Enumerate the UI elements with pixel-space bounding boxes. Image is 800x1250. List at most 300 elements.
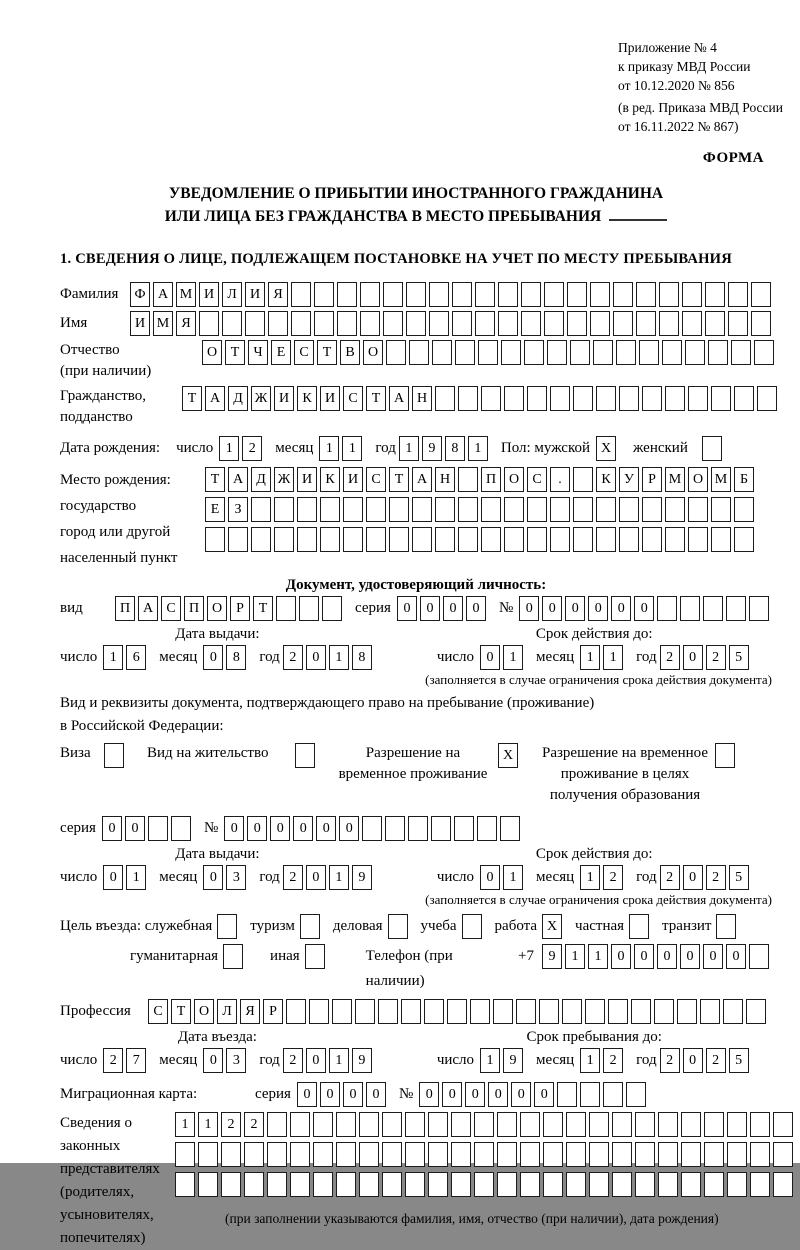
char-cell[interactable] [424, 999, 444, 1024]
char-cell[interactable] [291, 311, 311, 336]
char-cell[interactable] [389, 527, 409, 552]
char-cell[interactable] [562, 999, 582, 1024]
char-cell[interactable] [355, 999, 375, 1024]
char-cell[interactable] [498, 282, 518, 307]
char-cell[interactable]: 2 [660, 865, 680, 890]
char-cell[interactable] [412, 497, 432, 522]
char-cell[interactable]: В [340, 340, 360, 365]
char-cell[interactable] [612, 1112, 632, 1137]
char-cell[interactable] [608, 999, 628, 1024]
char-cell[interactable] [405, 1142, 425, 1167]
char-cell[interactable] [681, 1172, 701, 1197]
residence-expiry-day[interactable] [480, 865, 526, 890]
char-cell[interactable] [543, 1142, 563, 1167]
char-cell[interactable] [658, 1172, 678, 1197]
char-cell[interactable] [481, 386, 501, 411]
char-cell[interactable] [297, 527, 317, 552]
sex-male-checkbox[interactable] [596, 436, 619, 461]
char-cell[interactable]: 0 [683, 1048, 703, 1073]
char-cell[interactable] [477, 816, 497, 841]
char-cell[interactable]: О [363, 340, 383, 365]
residence-issue-year[interactable] [283, 865, 375, 890]
id-expiry-day[interactable] [480, 645, 526, 670]
char-cell[interactable] [590, 282, 610, 307]
char-cell[interactable] [659, 311, 679, 336]
char-cell[interactable]: С [343, 386, 363, 411]
char-cell[interactable] [751, 311, 771, 336]
char-cell[interactable] [567, 311, 587, 336]
char-cell[interactable] [300, 914, 320, 939]
char-cell[interactable] [382, 1112, 402, 1137]
char-cell[interactable] [520, 1112, 540, 1137]
char-cell[interactable] [362, 816, 382, 841]
char-cell[interactable] [222, 311, 242, 336]
char-cell[interactable] [309, 999, 329, 1024]
char-cell[interactable]: 2 [283, 645, 303, 670]
char-cell[interactable]: Р [230, 596, 250, 621]
char-cell[interactable] [516, 999, 536, 1024]
char-cell[interactable] [409, 340, 429, 365]
char-cell[interactable] [320, 527, 340, 552]
char-cell[interactable] [527, 527, 547, 552]
char-cell[interactable] [547, 340, 567, 365]
char-cell[interactable] [658, 1142, 678, 1167]
char-cell[interactable] [428, 1112, 448, 1137]
char-cell[interactable] [251, 527, 271, 552]
char-cell[interactable]: 2 [706, 865, 726, 890]
char-cell[interactable] [723, 999, 743, 1024]
char-cell[interactable] [313, 1172, 333, 1197]
char-cell[interactable]: 7 [126, 1048, 146, 1073]
char-cell[interactable] [462, 914, 482, 939]
char-cell[interactable] [751, 282, 771, 307]
representatives-row2[interactable] [175, 1142, 796, 1167]
char-cell[interactable]: 6 [126, 645, 146, 670]
char-cell[interactable]: А [389, 386, 409, 411]
char-cell[interactable]: 0 [480, 645, 500, 670]
char-cell[interactable]: 1 [580, 1048, 600, 1073]
char-cell[interactable]: Ф [130, 282, 150, 307]
residence-series-boxes[interactable] [102, 816, 194, 841]
phone-boxes[interactable] [542, 944, 772, 969]
char-cell[interactable] [681, 1112, 701, 1137]
char-cell[interactable] [688, 527, 708, 552]
char-cell[interactable] [217, 914, 237, 939]
char-cell[interactable]: 0 [565, 596, 585, 621]
char-cell[interactable]: 8 [445, 436, 465, 461]
char-cell[interactable] [360, 311, 380, 336]
char-cell[interactable]: 9 [542, 944, 562, 969]
char-cell[interactable]: 1 [175, 1112, 195, 1137]
char-cell[interactable]: Ч [248, 340, 268, 365]
char-cell[interactable]: А [205, 386, 225, 411]
citizenship-boxes[interactable] [182, 386, 780, 411]
char-cell[interactable] [290, 1112, 310, 1137]
char-cell[interactable] [343, 527, 363, 552]
char-cell[interactable] [313, 1142, 333, 1167]
char-cell[interactable] [734, 497, 754, 522]
char-cell[interactable]: 0 [703, 944, 723, 969]
char-cell[interactable]: 1 [399, 436, 419, 461]
representatives-row3[interactable] [175, 1172, 796, 1197]
char-cell[interactable]: 0 [320, 1082, 340, 1107]
char-cell[interactable] [314, 282, 334, 307]
purpose-study-checkbox[interactable] [462, 914, 485, 939]
char-cell[interactable] [708, 340, 728, 365]
char-cell[interactable] [451, 1112, 471, 1137]
char-cell[interactable] [681, 1142, 701, 1167]
char-cell[interactable] [570, 340, 590, 365]
char-cell[interactable] [481, 497, 501, 522]
char-cell[interactable]: П [481, 467, 501, 492]
char-cell[interactable] [727, 1172, 747, 1197]
residence-number-boxes[interactable] [224, 816, 523, 841]
char-cell[interactable] [703, 596, 723, 621]
char-cell[interactable] [590, 311, 610, 336]
char-cell[interactable]: Е [271, 340, 291, 365]
char-cell[interactable]: 2 [660, 645, 680, 670]
char-cell[interactable] [734, 527, 754, 552]
char-cell[interactable] [550, 527, 570, 552]
char-cell[interactable] [389, 497, 409, 522]
char-cell[interactable]: 0 [588, 596, 608, 621]
char-cell[interactable]: Д [251, 467, 271, 492]
char-cell[interactable] [573, 386, 593, 411]
char-cell[interactable] [267, 1142, 287, 1167]
char-cell[interactable] [498, 311, 518, 336]
char-cell[interactable]: X [542, 914, 562, 939]
char-cell[interactable]: . [550, 467, 570, 492]
char-cell[interactable] [773, 1172, 793, 1197]
char-cell[interactable] [589, 1142, 609, 1167]
char-cell[interactable] [773, 1142, 793, 1167]
char-cell[interactable]: 1 [198, 1112, 218, 1137]
char-cell[interactable]: Т [182, 386, 202, 411]
char-cell[interactable]: Т [225, 340, 245, 365]
char-cell[interactable] [635, 1142, 655, 1167]
profession-boxes[interactable] [148, 999, 769, 1024]
char-cell[interactable] [705, 311, 725, 336]
char-cell[interactable] [274, 497, 294, 522]
char-cell[interactable]: 1 [565, 944, 585, 969]
char-cell[interactable]: 0 [397, 596, 417, 621]
char-cell[interactable]: 1 [468, 436, 488, 461]
char-cell[interactable] [501, 340, 521, 365]
char-cell[interactable] [221, 1172, 241, 1197]
char-cell[interactable] [408, 816, 428, 841]
char-cell[interactable] [268, 311, 288, 336]
char-cell[interactable] [359, 1172, 379, 1197]
char-cell[interactable] [544, 311, 564, 336]
birth-place-row3[interactable] [205, 527, 757, 552]
char-cell[interactable]: 0 [203, 865, 223, 890]
char-cell[interactable]: 0 [443, 596, 463, 621]
purpose-humanitarian-checkbox[interactable] [223, 944, 246, 969]
char-cell[interactable]: 0 [306, 645, 326, 670]
id-doc-series-boxes[interactable] [397, 596, 489, 621]
char-cell[interactable] [557, 1082, 577, 1107]
char-cell[interactable] [580, 1082, 600, 1107]
char-cell[interactable] [244, 1172, 264, 1197]
char-cell[interactable]: 2 [103, 1048, 123, 1073]
id-issue-year[interactable] [283, 645, 375, 670]
char-cell[interactable] [452, 282, 472, 307]
char-cell[interactable]: 0 [611, 944, 631, 969]
residence-issue-month[interactable] [203, 865, 249, 890]
char-cell[interactable]: 0 [683, 645, 703, 670]
char-cell[interactable]: 0 [519, 596, 539, 621]
char-cell[interactable] [337, 311, 357, 336]
char-cell[interactable]: 0 [103, 865, 123, 890]
char-cell[interactable] [635, 1172, 655, 1197]
char-cell[interactable] [458, 497, 478, 522]
char-cell[interactable] [520, 1142, 540, 1167]
char-cell[interactable] [635, 1112, 655, 1137]
char-cell[interactable] [435, 497, 455, 522]
char-cell[interactable] [550, 386, 570, 411]
char-cell[interactable] [286, 999, 306, 1024]
char-cell[interactable] [378, 999, 398, 1024]
char-cell[interactable] [205, 527, 225, 552]
char-cell[interactable] [573, 467, 593, 492]
char-cell[interactable] [199, 311, 219, 336]
char-cell[interactable] [474, 1142, 494, 1167]
char-cell[interactable]: 0 [339, 816, 359, 841]
char-cell[interactable]: А [138, 596, 158, 621]
char-cell[interactable]: 0 [102, 816, 122, 841]
migration-card-number-boxes[interactable] [419, 1082, 649, 1107]
char-cell[interactable]: Н [435, 467, 455, 492]
char-cell[interactable] [612, 1142, 632, 1167]
surname-boxes[interactable] [130, 282, 774, 307]
char-cell[interactable] [504, 386, 524, 411]
char-cell[interactable] [475, 311, 495, 336]
char-cell[interactable]: О [202, 340, 222, 365]
char-cell[interactable]: И [199, 282, 219, 307]
char-cell[interactable]: 0 [224, 816, 244, 841]
char-cell[interactable] [267, 1172, 287, 1197]
char-cell[interactable] [458, 386, 478, 411]
char-cell[interactable]: 1 [580, 645, 600, 670]
char-cell[interactable]: М [176, 282, 196, 307]
char-cell[interactable] [336, 1172, 356, 1197]
char-cell[interactable] [749, 596, 769, 621]
id-issue-day[interactable] [103, 645, 149, 670]
char-cell[interactable] [313, 1112, 333, 1137]
char-cell[interactable] [639, 340, 659, 365]
char-cell[interactable]: 2 [283, 1048, 303, 1073]
char-cell[interactable] [657, 596, 677, 621]
char-cell[interactable]: Д [228, 386, 248, 411]
char-cell[interactable] [274, 527, 294, 552]
char-cell[interactable]: Р [263, 999, 283, 1024]
char-cell[interactable] [429, 282, 449, 307]
char-cell[interactable]: С [161, 596, 181, 621]
char-cell[interactable]: 0 [634, 596, 654, 621]
char-cell[interactable]: 1 [580, 865, 600, 890]
char-cell[interactable]: 0 [480, 865, 500, 890]
char-cell[interactable] [642, 386, 662, 411]
char-cell[interactable] [566, 1172, 586, 1197]
char-cell[interactable]: 9 [352, 865, 372, 890]
char-cell[interactable] [291, 282, 311, 307]
char-cell[interactable] [504, 497, 524, 522]
char-cell[interactable] [175, 1172, 195, 1197]
char-cell[interactable]: 1 [342, 436, 362, 461]
char-cell[interactable] [626, 1082, 646, 1107]
char-cell[interactable] [447, 999, 467, 1024]
char-cell[interactable]: И [343, 467, 363, 492]
char-cell[interactable]: 0 [125, 816, 145, 841]
stay-until-day[interactable] [480, 1048, 526, 1073]
char-cell[interactable]: 0 [306, 865, 326, 890]
char-cell[interactable] [705, 282, 725, 307]
char-cell[interactable]: 5 [729, 645, 749, 670]
char-cell[interactable] [290, 1142, 310, 1167]
char-cell[interactable] [223, 944, 243, 969]
char-cell[interactable] [343, 497, 363, 522]
char-cell[interactable] [716, 914, 736, 939]
char-cell[interactable]: 0 [634, 944, 654, 969]
char-cell[interactable]: 0 [657, 944, 677, 969]
char-cell[interactable]: С [294, 340, 314, 365]
char-cell[interactable]: 8 [352, 645, 372, 670]
char-cell[interactable] [750, 1112, 770, 1137]
visa-checkbox[interactable] [104, 743, 127, 768]
char-cell[interactable] [704, 1172, 724, 1197]
id-doc-number-boxes[interactable] [519, 596, 772, 621]
char-cell[interactable] [198, 1172, 218, 1197]
char-cell[interactable] [521, 311, 541, 336]
id-issue-month[interactable] [203, 645, 249, 670]
char-cell[interactable] [478, 340, 498, 365]
char-cell[interactable]: 2 [244, 1112, 264, 1137]
char-cell[interactable]: 1 [329, 645, 349, 670]
char-cell[interactable] [383, 282, 403, 307]
char-cell[interactable] [665, 497, 685, 522]
temp-residence-education-checkbox[interactable] [715, 743, 738, 768]
char-cell[interactable]: Т [366, 386, 386, 411]
entry-year[interactable] [283, 1048, 375, 1073]
char-cell[interactable] [659, 282, 679, 307]
char-cell[interactable] [619, 527, 639, 552]
char-cell[interactable]: 2 [242, 436, 262, 461]
char-cell[interactable] [320, 497, 340, 522]
char-cell[interactable] [295, 743, 315, 768]
char-cell[interactable] [731, 340, 751, 365]
char-cell[interactable] [221, 1142, 241, 1167]
char-cell[interactable]: 0 [542, 596, 562, 621]
char-cell[interactable] [728, 311, 748, 336]
char-cell[interactable]: 1 [319, 436, 339, 461]
char-cell[interactable]: Т [205, 467, 225, 492]
char-cell[interactable] [470, 999, 490, 1024]
char-cell[interactable] [383, 311, 403, 336]
char-cell[interactable] [276, 596, 296, 621]
char-cell[interactable]: 0 [203, 1048, 223, 1073]
char-cell[interactable]: М [665, 467, 685, 492]
char-cell[interactable] [406, 311, 426, 336]
char-cell[interactable]: 1 [588, 944, 608, 969]
char-cell[interactable] [332, 999, 352, 1024]
char-cell[interactable] [589, 1172, 609, 1197]
id-expiry-year[interactable] [660, 645, 752, 670]
char-cell[interactable] [337, 282, 357, 307]
char-cell[interactable] [642, 527, 662, 552]
char-cell[interactable]: 3 [226, 1048, 246, 1073]
char-cell[interactable] [458, 467, 478, 492]
char-cell[interactable]: К [297, 386, 317, 411]
char-cell[interactable] [336, 1112, 356, 1137]
char-cell[interactable] [504, 527, 524, 552]
id-doc-type-boxes[interactable] [115, 596, 345, 621]
char-cell[interactable]: Б [734, 467, 754, 492]
char-cell[interactable]: 0 [419, 1082, 439, 1107]
char-cell[interactable] [603, 1082, 623, 1107]
representatives-row1[interactable] [175, 1112, 796, 1137]
char-cell[interactable] [573, 497, 593, 522]
char-cell[interactable] [680, 596, 700, 621]
char-cell[interactable] [704, 1142, 724, 1167]
char-cell[interactable]: 0 [293, 816, 313, 841]
char-cell[interactable]: 9 [352, 1048, 372, 1073]
char-cell[interactable] [612, 1172, 632, 1197]
char-cell[interactable] [631, 999, 651, 1024]
purpose-commercial-checkbox[interactable] [388, 914, 411, 939]
char-cell[interactable] [543, 1172, 563, 1197]
char-cell[interactable]: Ж [251, 386, 271, 411]
char-cell[interactable]: 9 [503, 1048, 523, 1073]
char-cell[interactable]: 0 [511, 1082, 531, 1107]
char-cell[interactable] [382, 1172, 402, 1197]
entry-month[interactable] [203, 1048, 249, 1073]
char-cell[interactable] [593, 340, 613, 365]
residence-permit-checkbox[interactable] [295, 743, 318, 768]
birth-month-boxes[interactable] [319, 436, 365, 461]
char-cell[interactable] [715, 743, 735, 768]
char-cell[interactable] [297, 497, 317, 522]
char-cell[interactable]: 0 [680, 944, 700, 969]
firstname-boxes[interactable] [130, 311, 774, 336]
char-cell[interactable] [314, 311, 334, 336]
char-cell[interactable]: 0 [203, 645, 223, 670]
char-cell[interactable] [366, 497, 386, 522]
char-cell[interactable]: X [596, 436, 616, 461]
char-cell[interactable] [662, 340, 682, 365]
char-cell[interactable] [267, 1112, 287, 1137]
char-cell[interactable] [497, 1112, 517, 1137]
char-cell[interactable]: Т [389, 467, 409, 492]
char-cell[interactable] [539, 999, 559, 1024]
char-cell[interactable] [566, 1112, 586, 1137]
char-cell[interactable]: 0 [683, 865, 703, 890]
char-cell[interactable]: О [194, 999, 214, 1024]
char-cell[interactable] [171, 816, 191, 841]
char-cell[interactable] [458, 527, 478, 552]
char-cell[interactable] [711, 497, 731, 522]
char-cell[interactable] [475, 282, 495, 307]
char-cell[interactable] [251, 497, 271, 522]
char-cell[interactable] [405, 1112, 425, 1137]
residence-expiry-year[interactable] [660, 865, 752, 890]
char-cell[interactable] [585, 999, 605, 1024]
char-cell[interactable] [629, 914, 649, 939]
char-cell[interactable] [619, 386, 639, 411]
char-cell[interactable]: 2 [660, 1048, 680, 1073]
char-cell[interactable] [682, 311, 702, 336]
char-cell[interactable]: Ж [274, 467, 294, 492]
char-cell[interactable] [616, 340, 636, 365]
